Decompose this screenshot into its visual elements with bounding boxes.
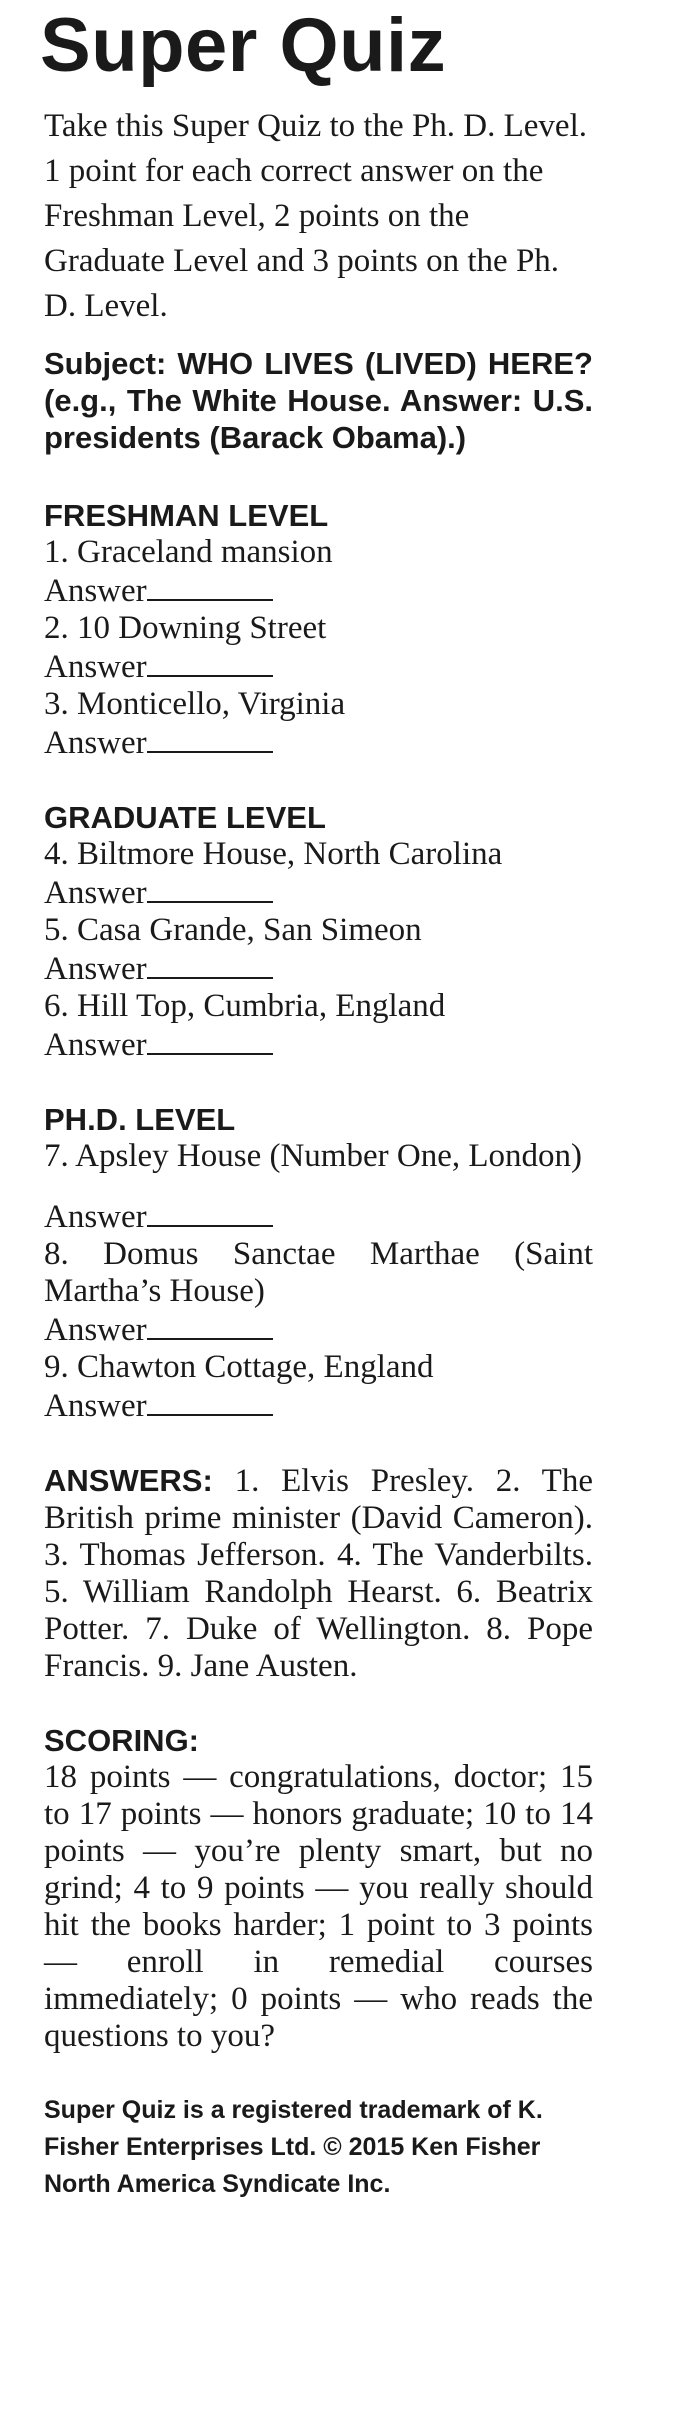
question-4: 4. Biltmore House, North Carolina bbox=[44, 836, 503, 872]
level-heading: GRADUATE LEVEL bbox=[44, 800, 326, 835]
scoring-heading: SCORING: bbox=[44, 1723, 199, 1758]
answer-label: Answer bbox=[44, 573, 147, 609]
level-heading: FRESHMAN LEVEL bbox=[44, 498, 329, 533]
answer-label: Answer bbox=[44, 875, 147, 911]
answers-block bbox=[44, 1462, 593, 1685]
answer-label: Answer bbox=[44, 1388, 147, 1424]
answer-line-7 bbox=[44, 1197, 593, 1236]
answer-line-3 bbox=[44, 723, 593, 762]
question-3: 3. Monticello, Virginia bbox=[44, 686, 346, 722]
answer-label: Answer bbox=[44, 1027, 147, 1063]
answer-line-8 bbox=[44, 1310, 593, 1349]
answer-label: Answer bbox=[44, 725, 147, 761]
answer-blank-8[interactable] bbox=[147, 1310, 273, 1340]
answer-blank-9[interactable] bbox=[147, 1386, 273, 1416]
answer-blank-7[interactable] bbox=[147, 1197, 273, 1227]
question-8: 8. Domus Sanctae Marthae (Saint Martha’s House) bbox=[44, 1236, 593, 1309]
answer-line-1 bbox=[44, 571, 593, 610]
answer-blank-2[interactable] bbox=[147, 647, 273, 677]
freshman-level-section bbox=[44, 497, 593, 762]
answer-line-4 bbox=[44, 873, 593, 912]
phd-level-section bbox=[44, 1101, 593, 1425]
answer-blank-6[interactable] bbox=[147, 1025, 273, 1055]
scoring-section bbox=[44, 1722, 593, 2055]
answer-line-9 bbox=[44, 1386, 593, 1425]
answer-label: Answer bbox=[44, 1199, 147, 1235]
question-9: 9. Chawton Cottage, England bbox=[44, 1349, 434, 1385]
answer-blank-3[interactable] bbox=[147, 723, 273, 753]
answer-line-6 bbox=[44, 1025, 593, 1064]
syndicate-credit: North America Syndicate Inc. bbox=[44, 2170, 391, 2198]
question-6: 6. Hill Top, Cumbria, England bbox=[44, 988, 446, 1024]
question-7: 7. Apsley House (Number One, London) bbox=[44, 1138, 582, 1174]
level-heading: PH.D. LEVEL bbox=[44, 1102, 236, 1137]
question-2: 2. 10 Downing Street bbox=[44, 610, 327, 646]
answers-label: ANSWERS: bbox=[44, 1463, 213, 1498]
trademark-notice: Super Quiz is a registered trademark of K. Fisher Enterprises Ltd. © 2015 Ken Fisher bbox=[44, 2096, 543, 2161]
answer-label: Answer bbox=[44, 649, 147, 685]
quiz-column bbox=[44, 104, 593, 2203]
subject-line: Subject: WHO LIVES (LIVED) HERE? (e.g., The White House. Answer: U.S. presidents (Barack Obama).) bbox=[44, 346, 593, 455]
answer-blank-5[interactable] bbox=[147, 949, 273, 979]
scoring-text: 18 points — congratulations, doctor; 15 to 17 points — honors graduate; 10 to 14 points — you’re plenty smart, but no grind; 4 to 9 points — you really should hit the books harder; 1 point to 3 points — enroll in remedial courses immediately; 0 points — who reads the questions to you? bbox=[44, 1759, 593, 2054]
graduate-level-section bbox=[44, 799, 593, 1064]
intro-text: Take this Super Quiz to the Ph. D. Level. 1 point for each correct answer on the Freshman Level, 2 points on the Graduate Level and 3 points on the Ph. D. Level. bbox=[44, 108, 588, 324]
question-1: 1. Graceland mansion bbox=[44, 534, 333, 570]
answers-text: 1. Elvis Presley. 2. The British prime minister (David Cameron). 3. Thomas Jefferson. 4. The Vanderbilts. 5. William Randolph Hearst. 6. Beatrix Potter. 7. Duke of Wellington. 8. Pope Francis. 9. Jane Austen. bbox=[44, 1463, 593, 1684]
question-5: 5. Casa Grande, San Simeon bbox=[44, 912, 422, 948]
answer-label: Answer bbox=[44, 951, 147, 987]
answer-line-2 bbox=[44, 647, 593, 686]
answer-blank-1[interactable] bbox=[147, 571, 273, 601]
answer-label: Answer bbox=[44, 1312, 147, 1348]
answer-blank-4[interactable] bbox=[147, 873, 273, 903]
page-title: Super Quiz bbox=[40, 3, 447, 88]
answer-line-5 bbox=[44, 949, 593, 988]
